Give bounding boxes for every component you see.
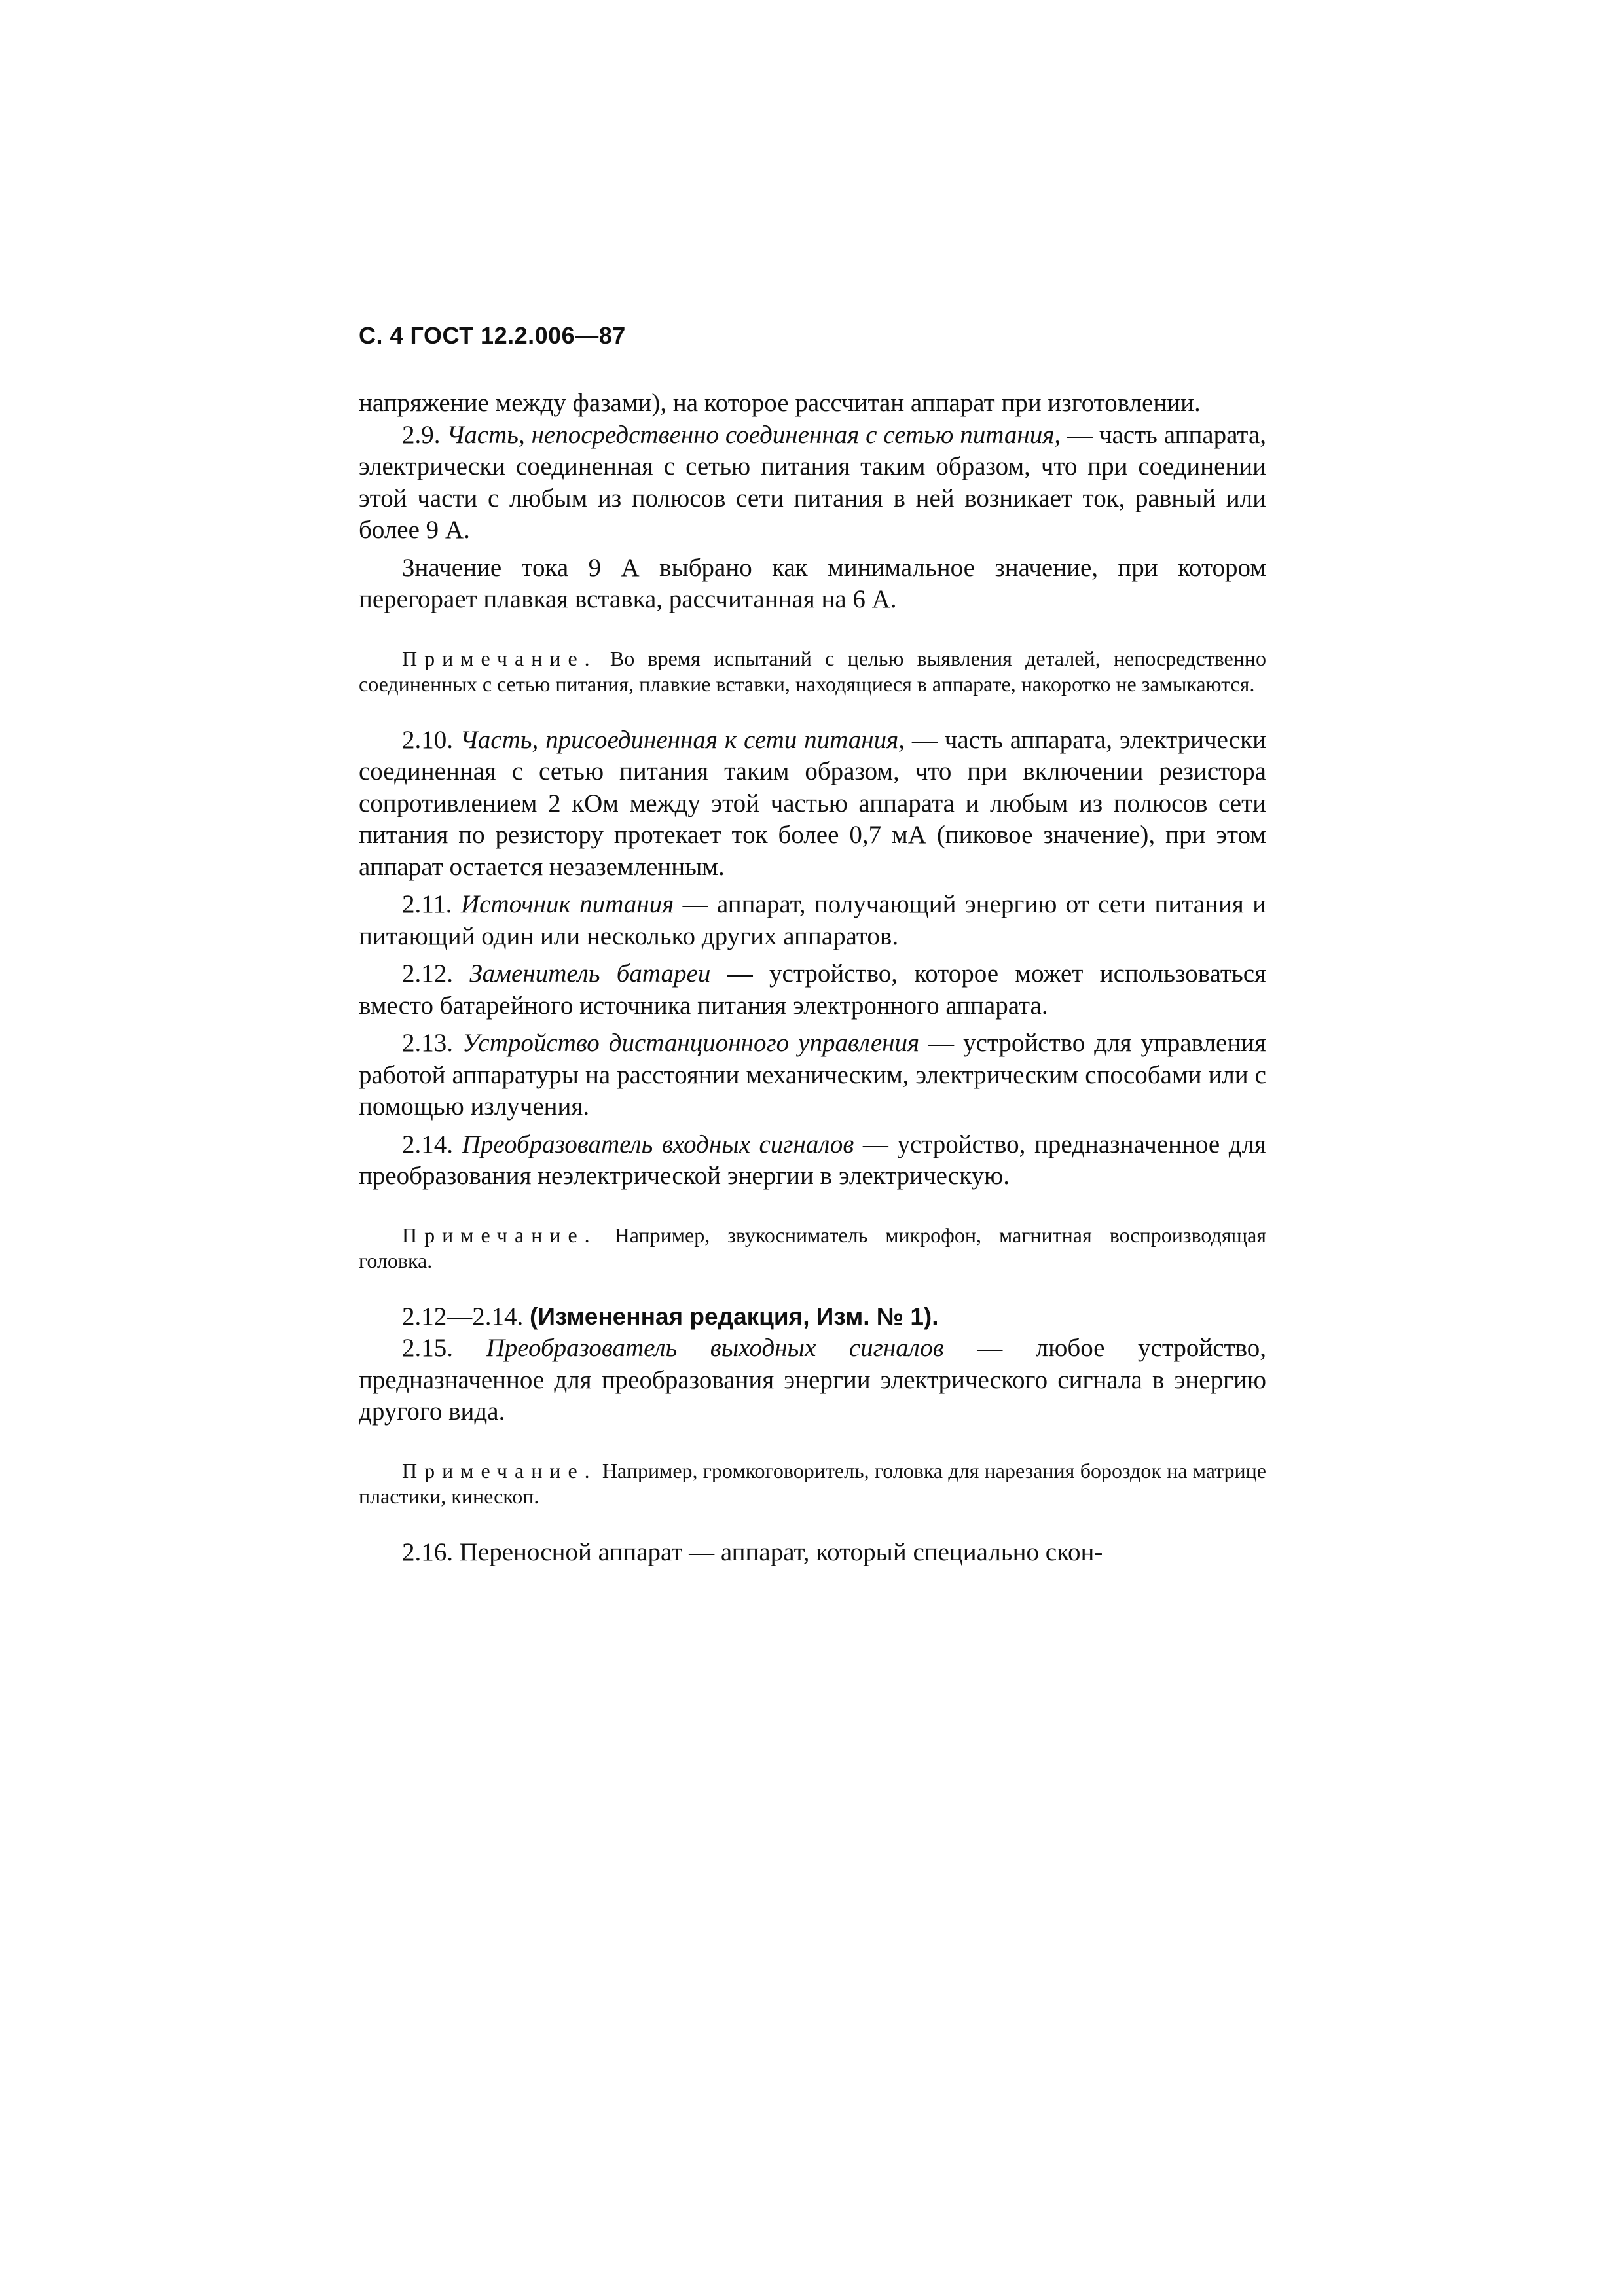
term: Преобразователь выходных сигналов bbox=[486, 1334, 944, 1362]
paragraph-2-9 bbox=[359, 420, 1266, 547]
paragraph-continuation: напряжение между фазами), на которое рассчитан аппарат при изготовлении. bbox=[359, 389, 1201, 417]
paragraph-2-11 bbox=[359, 889, 1266, 952]
term: Часть, непосредственно соединенная с сетью питания, bbox=[447, 420, 1061, 449]
definition: — аппарат, получающий энергию от сети питания и питающий один или несколько других аппаратов. bbox=[359, 890, 1267, 950]
clause-number: 2.9. bbox=[402, 420, 441, 449]
clause-number: 2.10. bbox=[402, 725, 453, 754]
definition: — устройство, которое может использоваться вместо батарейного источника питания электронного аппарата. bbox=[359, 960, 1266, 1020]
definition: — устройство для управления работой аппаратуры на расстоянии механическим, электрическим способами или с помощью излучения. bbox=[359, 1029, 1267, 1121]
paragraph-amendment bbox=[359, 1301, 1266, 1333]
paragraph-2-12 bbox=[359, 958, 1266, 1022]
term: Источник питания bbox=[460, 890, 674, 918]
clause-number: 2.14. bbox=[402, 1130, 453, 1158]
page-header: С. 4 ГОСТ 12.2.006—87 bbox=[359, 322, 626, 349]
note-text: Например, громкоговоритель, головка для нарезания бороздок на матрице пластики, кинескоп. bbox=[359, 1458, 1266, 1508]
term: Устройство дистанционного управления bbox=[462, 1029, 920, 1057]
note-label: Примечание. bbox=[402, 646, 597, 670]
document-body bbox=[359, 387, 1266, 1568]
paragraph-2-14 bbox=[359, 1129, 1266, 1193]
term: Часть, присоединенная к сети питания, bbox=[460, 725, 905, 754]
clause-number: 2.12—2.14. bbox=[402, 1302, 524, 1331]
paragraph-current-value: Значение тока 9 А выбрано как минимальное значение, при котором перегорает плавкая вставка, рассчитанная на 6 А. bbox=[359, 553, 1266, 613]
paragraph-2-15 bbox=[359, 1333, 1266, 1428]
note-text: Например, звукосниматель микрофон, магнитная воспроизводящая головка. bbox=[359, 1223, 1266, 1272]
paragraph-2-13 bbox=[359, 1028, 1266, 1123]
note-2 bbox=[359, 1223, 1266, 1274]
note-label: Примечание. bbox=[402, 1458, 597, 1482]
definition: — часть аппарата, электрически соединенная с сетью питания таким образом, что при соединении этой части с любым из полюсов сети питания в ней возникает ток, равный или более 9 А. bbox=[359, 420, 1267, 544]
note-label: Примечание. bbox=[402, 1223, 597, 1247]
clause-number: 2.15. bbox=[402, 1334, 453, 1362]
paragraph-2-10 bbox=[359, 725, 1266, 884]
term: Заменитель батареи bbox=[469, 960, 711, 988]
amendment-note: (Измененная редакция, Изм. № 1). bbox=[530, 1302, 939, 1330]
clause-number: 2.11. bbox=[402, 890, 452, 918]
definition: — часть аппарата, электрически соединенная с сетью питания таким образом, что при включении резистора сопротивлением 2 кОм между этой частью аппарата и любым из полюсов сети питания по резистору протекает ток более 0,7 мА (пиковое значение), при этом аппарат остается незаземленным. bbox=[359, 725, 1266, 881]
note-3 bbox=[359, 1458, 1266, 1509]
clause-number: 2.12. bbox=[402, 960, 453, 988]
paragraph-2-16: 2.16. Переносной аппарат — аппарат, который специально скон- bbox=[402, 1537, 1103, 1566]
definition: — устройство, предназначенное для преобразования неэлектрической энергии в электрическую. bbox=[359, 1130, 1266, 1190]
note-text: Во время испытаний с целью выявления деталей, непосредственно соединенных с сетью питания, плавкие вставки, находящиеся в аппарате, накоротко не замыкаются. bbox=[359, 646, 1266, 696]
definition: — любое устройство, предназначенное для преобразования энергии электрического сигнала в энергию другого вида. bbox=[359, 1334, 1266, 1426]
term: Преобразователь входных сигналов bbox=[462, 1130, 854, 1158]
clause-number: 2.13. bbox=[402, 1029, 453, 1057]
note-1 bbox=[359, 646, 1266, 697]
